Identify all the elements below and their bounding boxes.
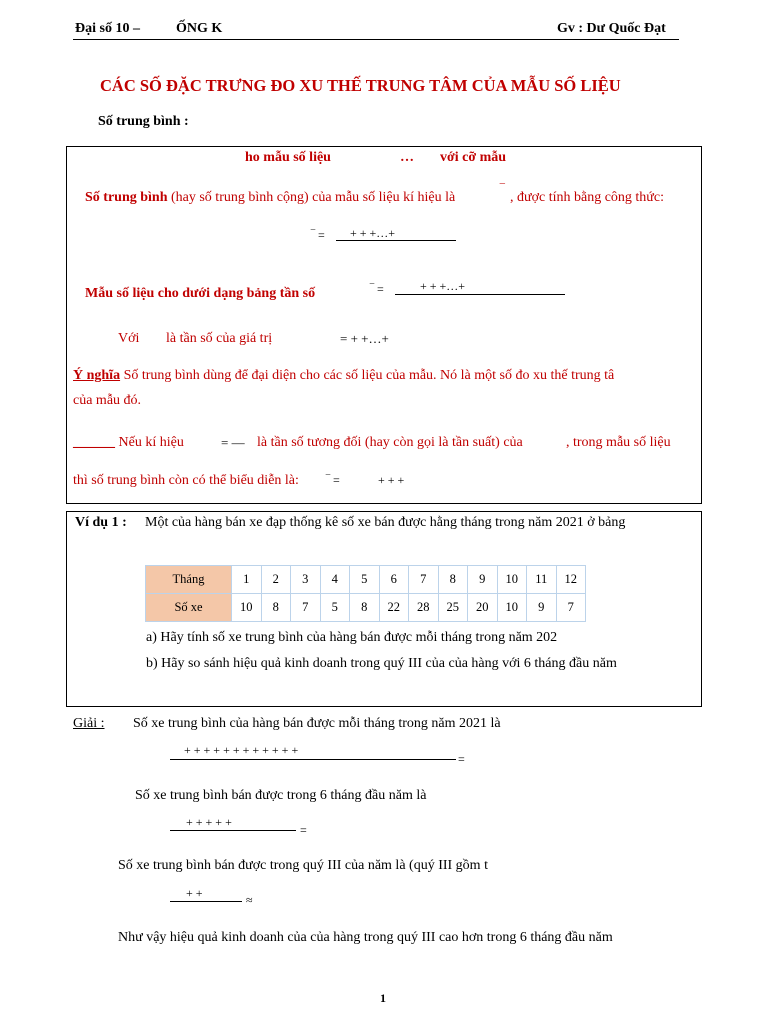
table-cell-month: 4 (320, 566, 350, 594)
note-eq2: ‾ = (326, 473, 340, 487)
note-line2: thì số trung bình còn có thể biểu diễn là: (73, 473, 299, 488)
header-right: Gv : Dư Quốc Đạt (557, 21, 666, 36)
note-line1 (73, 436, 184, 450)
note-text-a: Nếu kí hiệu (115, 435, 184, 450)
def-line1-c: với cỡ mẫu (440, 150, 507, 165)
with-b: là tần số của giá trị (166, 331, 273, 346)
table-cell-month: 9 (468, 566, 498, 594)
table-cell-month: 12 (556, 566, 586, 594)
table-cell-month: 7 (409, 566, 439, 594)
header-left: Đại số 10 – (75, 21, 140, 36)
eq1-lhs: ‾ = (311, 228, 325, 242)
table-cell-month: 11 (527, 566, 557, 594)
table-cell-month: 6 (379, 566, 409, 594)
note-eq2-rhs: + + + (378, 473, 405, 487)
sales-table (145, 565, 586, 622)
table-cell-count: 28 (409, 594, 439, 622)
solution-2-fraction-bar (170, 830, 296, 831)
solution-1-fraction-bar (170, 759, 456, 760)
solution-step-3: Số xe trung bình bán được trong quý III của năm là (quý III gồm t (118, 858, 488, 873)
table-row (146, 594, 586, 622)
table-cell-count: 22 (379, 594, 409, 622)
table-cell-count: 20 (468, 594, 498, 622)
table-cell-count: 9 (527, 594, 557, 622)
with-a: Với (118, 331, 140, 346)
def-line2-tail: , được tính bằng công thức: (510, 190, 664, 205)
meaning-label: Ý nghĩa (73, 368, 121, 383)
page-title: CÁC SỐ ĐẶC TRƯNG ĐO XU THẾ TRUNG TÂM CỦA MẪU SỐ LIỆU (100, 76, 621, 95)
def-bar: ‾ (500, 183, 505, 198)
def-line2-rest: (hay số trung bình cộng) của mẫu số liệu kí hiệu là (167, 190, 456, 205)
eq1-fraction-bar (336, 240, 456, 241)
solution-conclusion: Như vậy hiệu quả kinh doanh của của hàng trong quý III cao hơn trong 6 tháng đầu năm (118, 930, 613, 945)
solution-1-numerator: + + + + + + + + + + + + (184, 743, 299, 757)
page-number: 1 (380, 991, 386, 1005)
meaning-line2: của mẫu đó. (73, 393, 142, 408)
note-text-b: là tần số tương đối (hay còn gọi là tần suất) của (257, 435, 523, 450)
table-cell-count: 10 (497, 594, 527, 622)
table-cell-month: 5 (350, 566, 380, 594)
header-middle: ỐNG K (176, 21, 223, 36)
note-eq: = — (221, 435, 245, 450)
header-rule (73, 39, 679, 40)
table-cell-count: 10 (232, 594, 262, 622)
example-label: Ví dụ 1 : (75, 515, 127, 530)
solution-1-eq: = (458, 752, 465, 766)
def-line1-b: … (400, 150, 414, 165)
meaning-line1 (73, 369, 614, 383)
table-cell-month: 1 (232, 566, 262, 594)
solution-step-1: Số xe trung bình của hàng bán được mỗi tháng trong năm 2021 là (133, 716, 501, 731)
freq-label: Mẫu số liệu cho dưới dạng bảng tần số (85, 286, 316, 301)
table-cell-month: 3 (291, 566, 321, 594)
table-row (146, 566, 586, 594)
solution-3-eq: ≈ (246, 893, 253, 907)
question-b: b) Hãy so sánh hiệu quả kinh doanh trong quý III của của hàng với 6 tháng đầu năm (146, 656, 617, 671)
eq2-numerator: + + +…+ (420, 279, 466, 293)
table-cell-count: 8 (350, 594, 380, 622)
example-text: Một của hàng bán xe đạp thống kê số xe bán được hằng tháng trong năm 2021 ở bảng (145, 515, 626, 530)
table-cell-month: 10 (497, 566, 527, 594)
table-cell-count: 8 (261, 594, 291, 622)
table-cell-count: 7 (556, 594, 586, 622)
def-line1-a: ho mẫu số liệu (245, 150, 331, 165)
meaning-text-1: Số trung bình dùng để đại diện cho các số liệu của mẫu. Nó là một số đo xu thế trung tâ (120, 368, 615, 383)
solution-2-numerator: + + + + + (186, 815, 232, 829)
table-cell-count: 7 (291, 594, 321, 622)
note-blank: ______ (73, 435, 115, 450)
def-term: Số trung bình (85, 190, 168, 205)
table-header-month: Tháng (146, 566, 232, 594)
question-a: a) Hãy tính số xe trung bình của hàng bán được mỗi tháng trong năm 202 (146, 630, 558, 645)
solution-3-numerator: + + (186, 886, 203, 900)
table-cell-month: 2 (261, 566, 291, 594)
solution-label: Giải : (73, 716, 105, 731)
note-text-c: , trong mẫu số liệu (566, 435, 671, 450)
eq2-lhs: ‾ = (370, 282, 384, 296)
solution-2-eq: = (300, 823, 307, 837)
table-header-count: Số xe (146, 594, 232, 622)
table-cell-count: 5 (320, 594, 350, 622)
table-cell-month: 8 (438, 566, 468, 594)
section-heading: Số trung bình : (98, 114, 189, 129)
with-c: = + +…+ (340, 331, 389, 346)
solution-step-2: Số xe trung bình bán được trong 6 tháng đầu năm là (135, 788, 427, 803)
eq2-fraction-bar (395, 294, 565, 295)
eq1-numerator: + + +…+ (350, 226, 396, 240)
table-cell-count: 25 (438, 594, 468, 622)
def-line2 (85, 191, 455, 205)
solution-3-fraction-bar (170, 901, 242, 902)
